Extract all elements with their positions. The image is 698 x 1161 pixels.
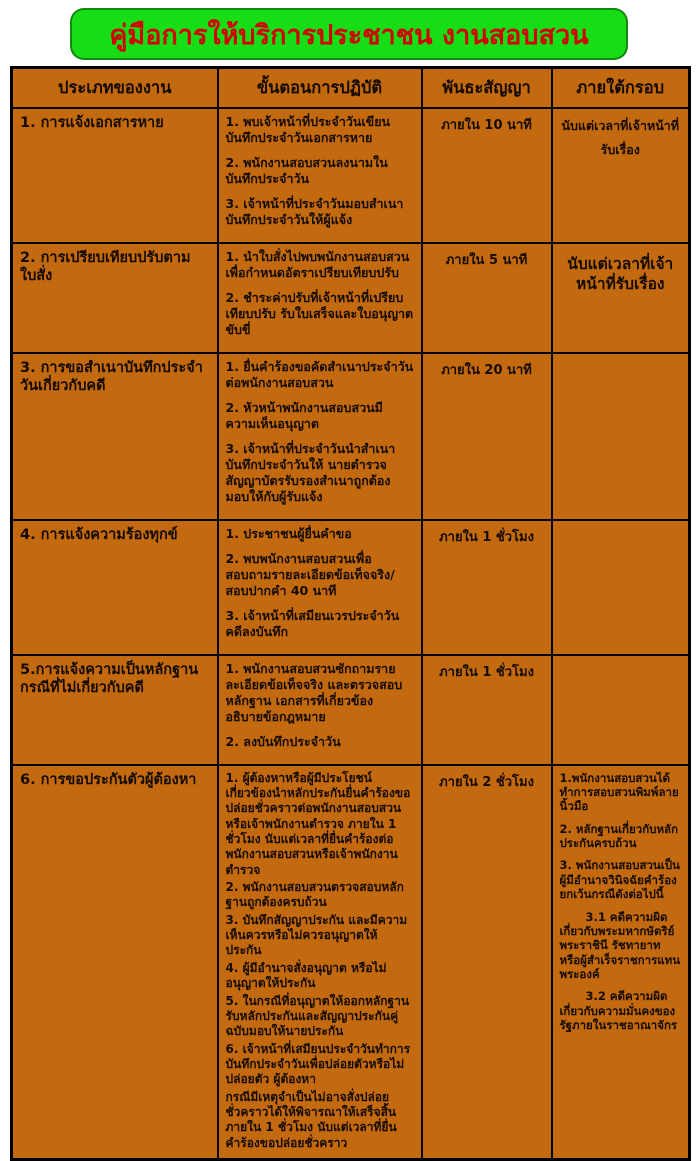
- work-type-cell: 4. การแจ้งความร้องทุกข์: [12, 520, 218, 655]
- table-row: [12, 520, 690, 655]
- header-cell-procedure: ขั้นตอนการปฏิบัติ: [218, 68, 422, 108]
- list-item-text: 3.2 คดีความผิดเกี่ยวกับความมั่นคงของรัฐภายในราชอาณาจักร: [559, 989, 678, 1033]
- list-item-text: 1.พนักงานสอบสวนได้ทำการสอบสวนพิมพ์ลายนิ้วมือ: [559, 770, 679, 814]
- list-item-text: 1. พนักงานสอบสวนซักถามรายละเอียดข้อเท็จจริง และตรวจสอบหลักฐาน เอกสารที่เกี่ยวข้อง อธิบายข้อกฎหมาย: [225, 660, 403, 724]
- procedure-cell: [218, 765, 422, 1160]
- work-type-cell: 6. การขอประกันตัวผู้ต้องหา: [12, 765, 218, 1160]
- list-item-text: 2. ลงบันทึกประจำวัน: [225, 733, 341, 749]
- service-table: [10, 66, 691, 1161]
- table-row: [12, 243, 690, 353]
- table-row: [12, 108, 690, 243]
- list-item-text: 2. พนักงานสอบสวนลงนามในบันทึกประจำวัน: [225, 154, 388, 186]
- work-type-cell: 3. การขอสำเนาบันทึกประจำวันเกี่ยวกับคดี: [12, 353, 218, 520]
- table-row: [12, 655, 690, 765]
- list-item-text: 2. ชำระค่าปรับที่เจ้าหน้าที่เปรียบเทียบปรับ รับใบเสร็จและใบอนุญาตขับขี่: [225, 289, 414, 337]
- list-item-text: 2. หลักฐานเกี่ยวกับหลักประกันครบถ้วน: [559, 821, 679, 850]
- commitment-cell: ภายใน 5 นาที: [422, 243, 552, 353]
- list-item-text: 1. ประชาชนผู้ยื่นคำขอ: [225, 525, 352, 541]
- commitment-cell: ภายใน 10 นาที: [422, 108, 552, 243]
- header-cell-work-type: ประเภทของงาน: [12, 68, 218, 108]
- header-cell-commitment: พันธะสัญญา: [422, 68, 552, 108]
- list-item-text: 4. ผู้มีอำนาจสั่งอนุญาต หรือไม่อนุญาตให้ประกัน: [225, 960, 387, 991]
- list-item-text: 2. หัวหน้าพนักงานสอบสวนมีความเห็นอนุญาต: [225, 399, 383, 431]
- list-item-text: 1. ยื่นคำร้องขอคัดสำเนาประจำวันต่อพนักงานสอบสวน: [225, 358, 414, 390]
- list-item-text: 1. นำใบสั่งไปพบพนักงานสอบสวนเพื่อกำหนดอัตราเปรียบเทียบปรับ: [225, 248, 410, 280]
- list-item-text: 6. เจ้าหน้าที่เสมียนประจำวันทำการบันทึกประจำวันเพื่อปล่อยตัวหรือไม่ปล่อยตัว ผู้ต้องหา: [225, 1041, 411, 1087]
- list-item-text: 5. ในกรณีที่อนุญาตให้ออกหลักฐานรับหลักประกันและสัญญาประกันคู่ฉบับมอบให้นายประกัน: [225, 993, 410, 1039]
- commitment-cell: ภายใน 20 นาที: [422, 353, 552, 520]
- work-type-cell: 2. การเปรียบเทียบปรับตามใบสั่ง: [12, 243, 218, 353]
- table-row: [12, 765, 690, 1160]
- procedure-cell: [218, 353, 422, 520]
- framework-cell: [552, 655, 690, 765]
- commitment-cell: ภายใน 2 ชั่วโมง: [422, 765, 552, 1160]
- work-type-cell: 5.การแจ้งความเป็นหลักฐาน กรณีที่ไม่เกี่ยวกับคดี: [12, 655, 218, 765]
- list-item-text: 2. พนักงานสอบสวนตรวจสอบหลักฐานถูกต้องครบถ้วน: [225, 880, 404, 910]
- list-item-text: 3. เจ้าหน้าที่ประจำวันนำสำเนาบันทึกประจำวันให้ นายตำรวจสัญญาบัตรรับรองสำเนาถูกต้องมอบให้กับผู้รับแจ้ง: [225, 440, 396, 504]
- list-item-text: 3. พนักงานสอบสวนเป็นผู้มีอำนาจวินิจฉัยคำร้องยกเว้นกรณีดังต่อไปนี้: [559, 858, 680, 902]
- framework-cell: [552, 353, 690, 520]
- procedure-cell: [218, 243, 422, 353]
- list-item-text: 3. เจ้าหน้าที่ประจำวันมอบสำเนาบันทึกประจำวันให้ผู้แจ้ง: [225, 195, 404, 227]
- list-item-text: 1. ผู้ต้องหาหรือผู้มีประโยชน์เกี่ยวข้องนำหลักประกันยื่นคำร้องขอปล่อยชั่วคราวต่อพนักงานสอบสวนหรือเจ้าพนักงานตำรวจ ภายใน 1 ชั่วโมง นับแต่เวลาที่ยื่นคำร้องต่อ พนักงานสอบสวนหรือเจ้าพนักงานตำรวจ: [225, 770, 411, 877]
- work-type-cell: 1. การแจ้งเอกสารหาย: [12, 108, 218, 243]
- header-row: [12, 68, 690, 108]
- commitment-cell: ภายใน 1 ชั่วโมง: [422, 520, 552, 655]
- framework-cell: [552, 765, 690, 1160]
- list-item-text: 3. บันทึกสัญญาประกัน และมีความเห็นควรหรือไม่ควรอนุญาตให้ประกัน: [225, 912, 408, 958]
- header-cell-framework: ภายใต้กรอบ: [552, 68, 690, 108]
- list-item-text: 3. เจ้าหน้าที่เสมียนเวรประจำวันคดีลงบันทึก: [225, 607, 400, 639]
- page-title: คู่มือการให้บริการประชาชน งานสอบสวน: [109, 19, 589, 51]
- list-item-text: 3.1 คดีความผิดเกี่ยวกับพระมหากษัตริย์ พระราชินี รัชทายาท หรือผู้สำเร็จราชการแทนพระองค์: [559, 909, 681, 981]
- framework-cell: นับแต่เวลาที่เจ้าหน้าที่รับเรื่อง: [552, 243, 690, 353]
- list-item-text: กรณีมีเหตุจำเป็นไม่อาจสั่งปล่อยชั่วคราวได้ให้พิจารณาให้เสร็จสิ้นภายใน 1 ชั่วโมง นับแต่เวลาที่ยื่นคำร้องขอปล่อยชั่วคราว: [225, 1089, 397, 1150]
- commitment-cell: ภายใน 1 ชั่วโมง: [422, 655, 552, 765]
- framework-cell: นับแต่เวลาที่เจ้าหน้าที่รับเรื่อง: [552, 108, 690, 243]
- title-banner: [70, 8, 628, 60]
- table-row: [12, 353, 690, 520]
- procedure-cell: [218, 655, 422, 765]
- procedure-cell: [218, 108, 422, 243]
- list-item-text: 2. พบพนักงานสอบสวนเพื่อสอบถามรายละเอียดข้อเท็จจริง/สอบปากคำ 40 นาที: [225, 550, 395, 598]
- list-item-text: 1. พบเจ้าหน้าที่ประจำวันเขียนบันทึกประจำวันเอกสารหาย: [225, 113, 391, 145]
- procedure-cell: [218, 520, 422, 655]
- framework-cell: [552, 520, 690, 655]
